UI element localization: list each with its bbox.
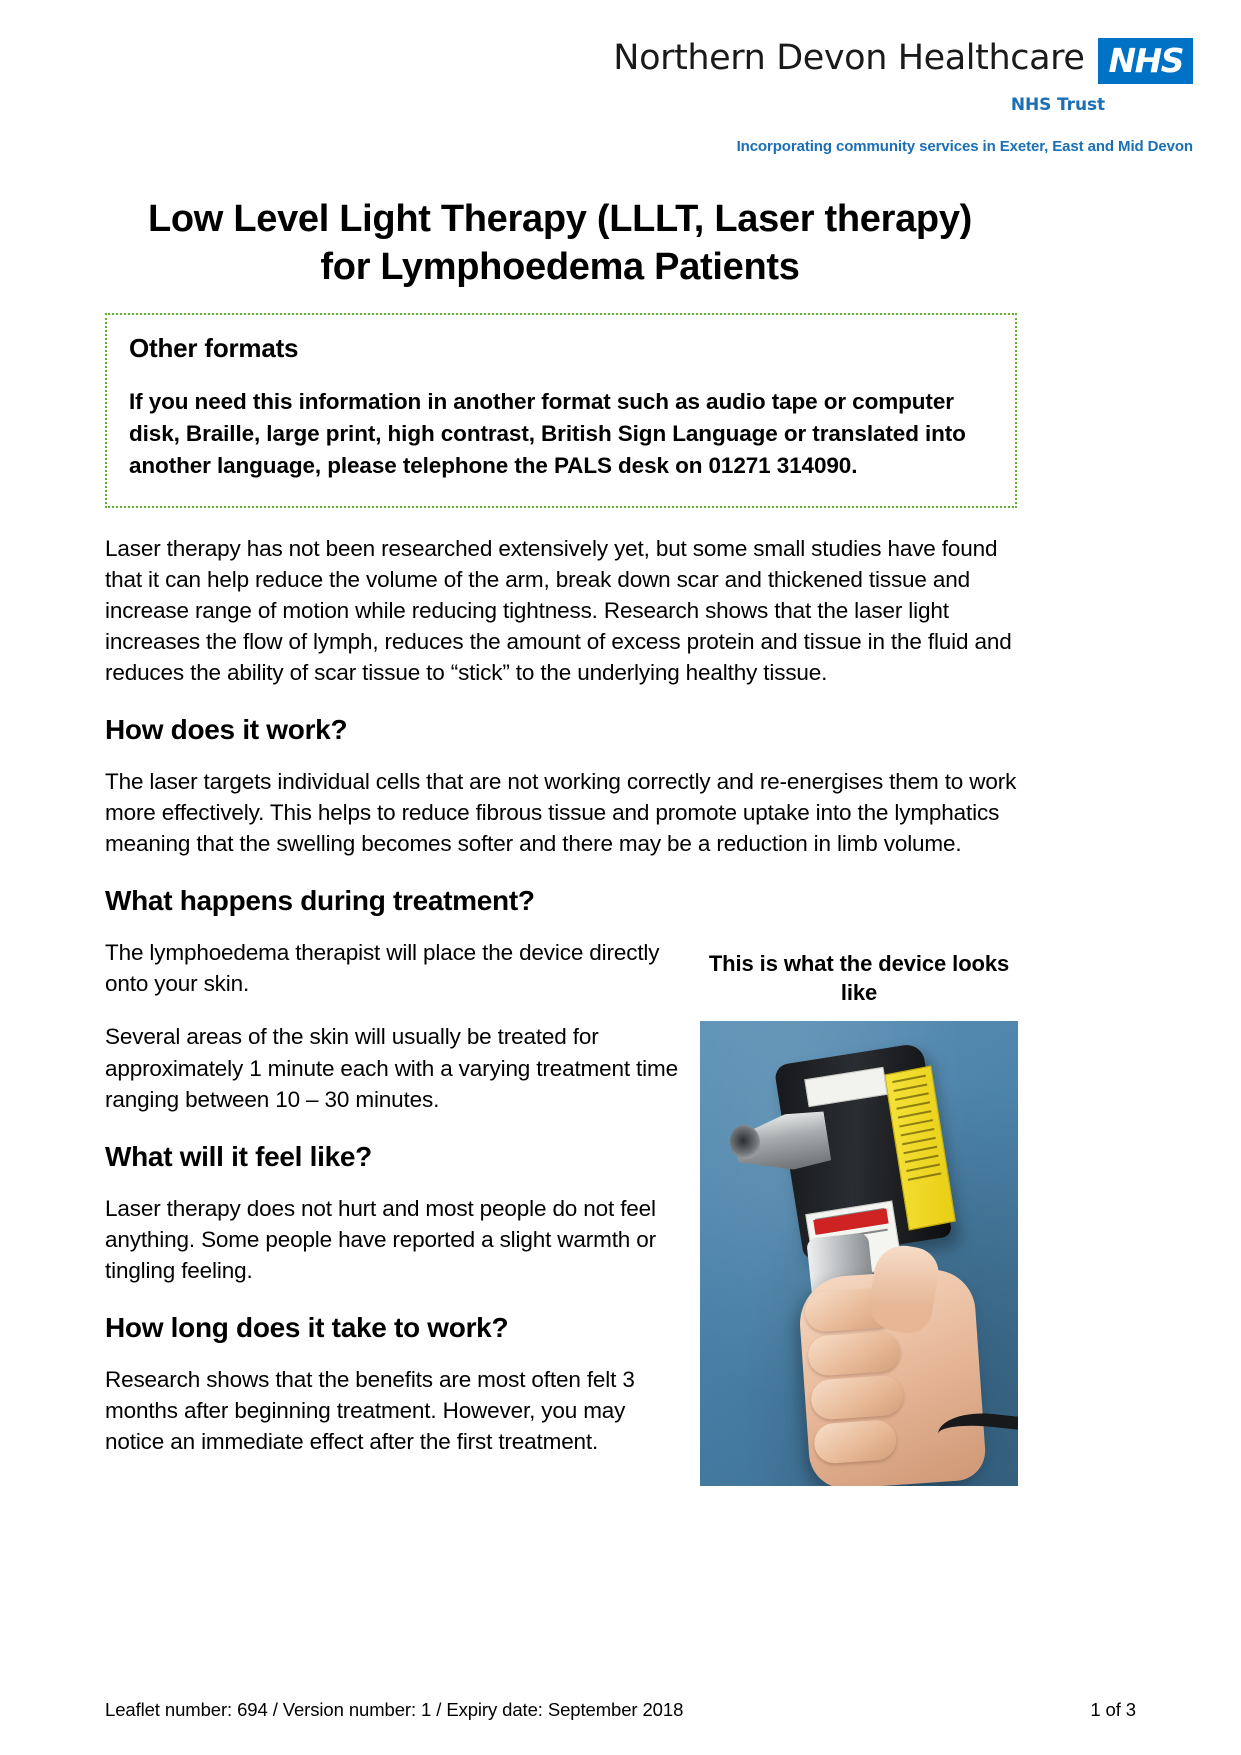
section-paragraph-treatment-1: The lymphoedema therapist will place the device directly onto your skin. xyxy=(105,940,660,997)
finger xyxy=(813,1419,898,1465)
footer-page-number: 1 of 3 xyxy=(1090,1699,1136,1720)
page-title-line-1: Low Level Light Therapy (LLLT, Laser therapy) xyxy=(147,198,973,240)
brand-row xyxy=(573,40,1193,86)
section-paragraph-how-does-it-work: The laser targets individual cells that are not working correctly and re-energises them to work more effectively. This helps to reduce fibrous tissue and promote uptake into the lymphatics meaning that the swelling becomes softer and there may be a reduction in limb volume. xyxy=(105,769,1017,857)
finger xyxy=(810,1374,905,1420)
intro-paragraph: Laser therapy has not been researched extensively yet, but some small studies have found that it can help reduce the volume of the arm, break down scar and thickened tissue and increase range of motion while reducing tightness. Research shows that the laser light increases the flow of lymph, reduces the amount of excess protein and tissue in the fluid and reduces the ability of scar tissue to “stick” to the underlying healthy tissue. xyxy=(105,536,1012,686)
other-formats-body: If you need this information in another format such as audio tape or computer disk, Braille, large print, high contrast, British Sign Language or translated into another language, please telephone the PALS desk on 01271 314090. xyxy=(129,389,966,478)
nhs-trust-header xyxy=(573,40,1193,115)
page-title xyxy=(110,196,1010,292)
footer-leaflet-info: Leaflet number: 694 / Version number: 1 / Expiry date: September 2018 xyxy=(105,1699,684,1720)
section-paragraph-feel-like: Laser therapy does not hurt and most people do not feel anything. Some people have reported a slight warmth or tingling feeling. xyxy=(105,1195,656,1283)
section-heading-what-will-it-feel-like: What will it feel like? xyxy=(105,1140,372,1172)
page-footer xyxy=(105,1699,1136,1721)
figure-caption: This is what the device looks like xyxy=(708,951,1010,1005)
laser-device-photo xyxy=(700,1021,1018,1486)
trust-subtitle: NHS Trust xyxy=(1010,95,1105,115)
section-paragraph-how-long: Research shows that the benefits are most often felt 3 months after beginning treatment. However, you may notice an immediate effect after the first treatment. xyxy=(105,1366,635,1454)
section-heading-how-does-it-work: How does it work? xyxy=(105,714,348,746)
other-formats-box xyxy=(105,313,1017,508)
trust-tagline: Incorporating community services in Exeter, East and Mid Devon xyxy=(736,138,1193,155)
nhs-logo: NHS xyxy=(1098,38,1193,84)
section-heading-what-happens-during-treatment: What happens during treatment? xyxy=(105,885,535,917)
page-title-line-2: for Lymphoedema Patients xyxy=(320,245,800,288)
trust-name: Northern Devon Healthcare xyxy=(613,38,1085,78)
section-paragraph-treatment-2: Several areas of the skin will usually be treated for approximately 1 minute each with a varying treatment time ranging between 10 – 30 minutes. xyxy=(105,1024,678,1112)
section-heading-how-long-does-it-take: How long does it take to work? xyxy=(105,1311,509,1343)
finger xyxy=(807,1331,902,1377)
other-formats-heading: Other formats xyxy=(129,333,299,363)
device-figure xyxy=(700,950,1018,1486)
